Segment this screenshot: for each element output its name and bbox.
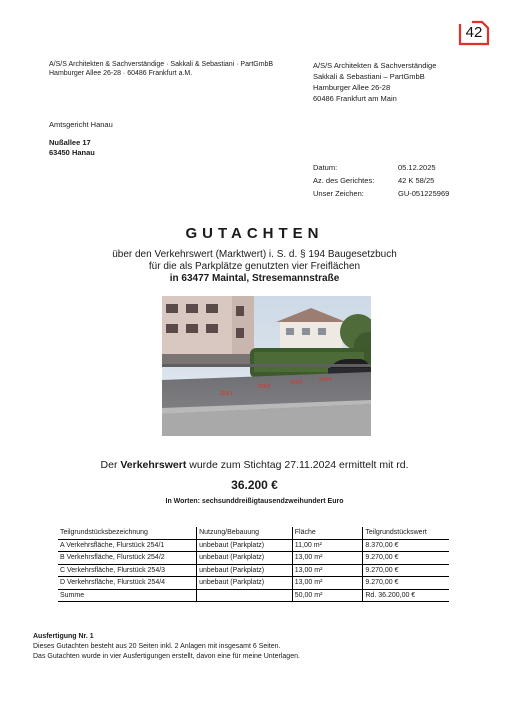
table-cell: 9.270,00 € bbox=[363, 564, 449, 577]
recipient-name: Amtsgericht Hanau bbox=[49, 120, 113, 129]
meta-row-date bbox=[313, 161, 449, 174]
table-cell: A Verkehrsfläche, Flurstück 254/1 bbox=[58, 539, 197, 552]
parcel-label-2: 254/2 bbox=[258, 384, 271, 390]
meta-label: Az. des Gerichtes: bbox=[313, 176, 375, 185]
recipient-address bbox=[49, 120, 113, 158]
valuation-table bbox=[58, 527, 449, 602]
meta-row-our-ref bbox=[313, 187, 449, 200]
table-row bbox=[58, 564, 449, 577]
table-cell: D Verkehrsfläche, Flurstück 254/4 bbox=[58, 577, 197, 590]
table-cell: 50,00 m² bbox=[292, 589, 363, 602]
document-subtitle bbox=[0, 249, 509, 285]
letterhead-line3: Hamburger Allee 26-28 bbox=[313, 83, 391, 92]
table-cell: 13,00 m² bbox=[292, 552, 363, 565]
table-cell: C Verkehrsfläche, Flurstück 254/3 bbox=[58, 564, 197, 577]
recipient-street: Nußallee 17 bbox=[49, 138, 91, 147]
header-sender bbox=[49, 60, 289, 78]
table-cell: 9.270,00 € bbox=[363, 577, 449, 590]
table-cell: 13,00 m² bbox=[292, 564, 363, 577]
table-cell: unbebaut (Parkplatz) bbox=[197, 552, 293, 565]
subtitle-line2: für die als Parkplätze genutzten vier Freiflächen bbox=[148, 261, 361, 272]
header-letterhead bbox=[313, 60, 493, 104]
footer-line2: Das Gutachten wurde in vier Ausfertigungen erstellt, davon eine für meine Unterlagen. bbox=[33, 653, 300, 660]
parking-lot-illustration bbox=[162, 296, 371, 436]
recipient-city: 63450 Hanau bbox=[49, 148, 95, 157]
parcel-label-1: 254/1 bbox=[220, 391, 233, 397]
value-keyword: Verkehrswert bbox=[120, 459, 187, 471]
table-cell: 8.370,00 € bbox=[363, 539, 449, 552]
letterhead-line1: A/S/S Architekten & Sachverständige bbox=[313, 61, 437, 70]
copy-number: Ausfertigung Nr. 1 bbox=[33, 633, 94, 640]
value-statement bbox=[0, 459, 509, 471]
table-cell: unbebaut (Parkplatz) bbox=[197, 564, 293, 577]
meta-value: GU-051225969 bbox=[398, 189, 450, 198]
property-photo bbox=[162, 296, 371, 436]
meta-row-court-ref bbox=[313, 174, 449, 187]
table-header: Nutzung/Bebauung bbox=[197, 527, 293, 539]
table-header-row bbox=[58, 527, 449, 539]
table-row bbox=[58, 552, 449, 565]
table-cell: unbebaut (Parkplatz) bbox=[197, 577, 293, 590]
table-cell: Summe bbox=[58, 589, 197, 602]
table-cell: 11,00 m² bbox=[292, 539, 363, 552]
value-prefix: Der bbox=[100, 459, 121, 471]
table-row bbox=[58, 577, 449, 590]
page-number: 42 bbox=[465, 24, 483, 41]
table-header: Teilgrundstückswert bbox=[363, 527, 449, 539]
table-cell: unbebaut (Parkplatz) bbox=[197, 539, 293, 552]
letterhead-line2: Sakkali & Sebastiani – PartGmbB bbox=[313, 72, 425, 81]
footer-line1: Dieses Gutachten besteht aus 20 Seiten inkl. 2 Anlagen mit insgesamt 6 Seiten. bbox=[33, 643, 281, 650]
parcel-label-3: 254/3 bbox=[290, 380, 303, 386]
footer-note bbox=[33, 632, 300, 662]
meta-label: Unser Zeichen: bbox=[313, 189, 364, 198]
value-in-words: In Worten: sechsunddreißigtausendzweihundert Euro bbox=[165, 498, 344, 505]
table-cell: B Verkehrsfläche, Flurstück 254/2 bbox=[58, 552, 197, 565]
table-cell: 9.270,00 € bbox=[363, 552, 449, 565]
page-number-badge bbox=[458, 18, 490, 46]
table-cell: 13,00 m² bbox=[292, 577, 363, 590]
letterhead-line4: 60486 Frankfurt am Main bbox=[313, 94, 397, 103]
table-sum-row bbox=[58, 589, 449, 602]
value-suffix: wurde zum Stichtag 27.11.2024 ermittelt mit rd. bbox=[186, 459, 409, 471]
table-header: Teilgrundstücksbezeichnung bbox=[58, 527, 197, 539]
header-sender-line2: Hamburger Allee 26-28 · 60486 Frankfurt a.M. bbox=[49, 70, 193, 77]
table-row bbox=[58, 539, 449, 552]
meta-value: 05.12.2025 bbox=[398, 163, 436, 172]
subtitle-line1: über den Verkehrswert (Marktwert) i. S. d. § 194 Baugesetzbuch bbox=[112, 249, 397, 260]
document-title: GUTACHTEN bbox=[185, 225, 324, 242]
table-header: Fläche bbox=[292, 527, 363, 539]
subtitle-line3: in 63477 Maintal, Stresemannstraße bbox=[169, 273, 340, 284]
table-cell: Rd. 36.200,00 € bbox=[363, 589, 449, 602]
table-cell bbox=[197, 589, 293, 602]
parcel-label-4: 254/4 bbox=[319, 377, 332, 383]
meta-label: Datum: bbox=[313, 163, 338, 172]
reference-block bbox=[313, 161, 449, 200]
header-sender-line1: A/S/S Architekten & Sachverständige · Sakkali & Sebastiani · PartGmbB bbox=[49, 61, 274, 68]
meta-value: 42 K 58/25 bbox=[398, 176, 435, 185]
value-amount: 36.200 € bbox=[231, 478, 278, 492]
